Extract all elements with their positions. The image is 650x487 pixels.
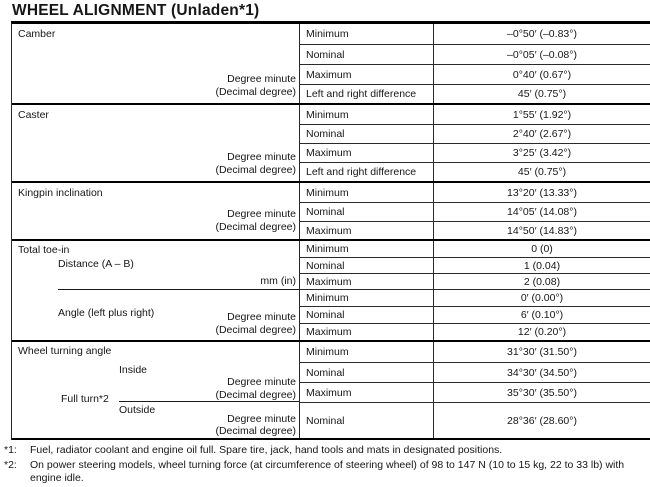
footnotes: [4, 444, 647, 487]
table-row: [299, 402, 650, 438]
value-cell: 12′ (0.20°): [433, 324, 650, 340]
attr-cell: Maximum: [299, 65, 433, 84]
toe-in-distance-label: Distance (A – B): [58, 258, 134, 270]
value-cell: 0 (0): [433, 241, 650, 257]
attr-cell: Nominal: [299, 258, 433, 273]
outside-label: Outside: [119, 404, 156, 416]
full-turn-label: Full turn*2: [61, 393, 109, 405]
camber-rows: [299, 24, 650, 103]
value-cell: 6′ (0.10°): [433, 307, 650, 323]
attr-cell: Nominal: [299, 403, 433, 438]
unit-line-1: Degree minute: [227, 73, 296, 85]
attr-cell: Nominal: [299, 125, 433, 143]
camber-unit-label: [215, 73, 296, 98]
toe-in-rows: [299, 241, 650, 340]
unit-line-2: (Decimal degree): [215, 388, 296, 401]
value-cell: 0°40′ (0.67°): [433, 65, 650, 84]
value-cell: 14°05′ (14.08°): [433, 203, 650, 221]
unit-line-1: Degree minute: [227, 311, 296, 323]
attr-cell: Minimum: [299, 183, 433, 202]
value-cell: 31°30′ (31.50°): [433, 342, 650, 362]
unit-line-1: mm (in): [260, 275, 296, 287]
table-row: [299, 306, 650, 323]
value-cell: 2°40′ (2.67°): [433, 125, 650, 143]
unit-line-2: (Decimal degree): [215, 323, 296, 336]
toe-in-label: Total toe-in: [18, 244, 70, 256]
value-cell: 45′ (0.75°): [433, 163, 650, 181]
table-row: [299, 84, 650, 103]
table-row: [299, 202, 650, 221]
table-row: [299, 289, 650, 306]
table-row: [299, 362, 650, 382]
wheel-turning-label-column: [12, 342, 299, 438]
section-kingpin-inclination: [12, 181, 650, 239]
value-cell: 28°36′ (28.60°): [433, 403, 650, 438]
table-row: [299, 382, 650, 402]
unit-line-1: Degree minute: [227, 151, 296, 163]
table-row: [299, 64, 650, 84]
wheel-turning-label: Wheel turning angle: [18, 345, 112, 357]
footnote-1: [4, 444, 647, 457]
value-cell: 2 (0.08): [433, 274, 650, 289]
footnote-2: [4, 459, 647, 485]
attr-cell: Maximum: [299, 383, 433, 402]
unit-line-1: Degree minute: [227, 376, 296, 388]
unit-line-1: Degree minute: [227, 208, 296, 220]
table-row: [299, 105, 650, 124]
kingpin-label: Kingpin inclination: [18, 187, 103, 199]
table-row: [299, 143, 650, 162]
table-row: [299, 162, 650, 181]
attr-cell: Nominal: [299, 45, 433, 64]
unit-line-2: (Decimal degree): [215, 163, 296, 176]
value-cell: 14°50′ (14.83°): [433, 222, 650, 239]
caster-rows: [299, 105, 650, 181]
attr-cell: Maximum: [299, 274, 433, 289]
unit-line-1: Degree minute: [227, 413, 296, 425]
attr-cell: Minimum: [299, 105, 433, 124]
turning-subsection-divider: [119, 401, 299, 402]
footnote-text: On power steering models, wheel turning force (at circumference of steering wheel) of 98 to 147 N (10 to 15 kg, 22 to 33 lb) with engine idle.: [30, 459, 625, 484]
value-cell: 1°55′ (1.92°): [433, 105, 650, 124]
attr-cell: Nominal: [299, 203, 433, 221]
value-cell: –0°50′ (–0.83°): [433, 24, 650, 44]
inside-unit-label: [215, 376, 296, 401]
value-cell: 0′ (0.00°): [433, 290, 650, 306]
caster-label: Caster: [18, 109, 49, 121]
value-cell: 34°30′ (34.50°): [433, 363, 650, 382]
value-cell: 1 (0.04): [433, 258, 650, 273]
toe-in-distance-unit-label: [260, 275, 296, 288]
camber-label: Camber: [18, 28, 56, 40]
section-wheel-turning-angle: [12, 340, 650, 438]
caster-unit-label: [215, 151, 296, 176]
attr-cell: Maximum: [299, 324, 433, 340]
page-title: WHEEL ALIGNMENT (Unladen*1): [12, 2, 260, 19]
table-row: [299, 241, 650, 257]
attr-cell: Minimum: [299, 290, 433, 306]
attr-cell: Minimum: [299, 342, 433, 362]
kingpin-rows: [299, 183, 650, 239]
caster-label-column: [12, 105, 299, 181]
attr-cell: Left and right difference: [299, 85, 433, 103]
toe-in-label-column: [12, 241, 299, 340]
section-total-toe-in: [12, 239, 650, 340]
table-row: [299, 323, 650, 340]
attr-cell: Minimum: [299, 24, 433, 44]
attr-cell: Minimum: [299, 241, 433, 257]
footnote-text: Fuel, radiator coolant and engine oil full. Spare tire, jack, hand tools and mats in designated positions.: [30, 444, 503, 456]
attr-cell: Maximum: [299, 144, 433, 162]
table-row: [299, 221, 650, 239]
footnote-marker: *1:: [4, 444, 17, 456]
attr-cell: Nominal: [299, 307, 433, 323]
value-cell: 13°20′ (13.33°): [433, 183, 650, 202]
wheel-alignment-spec-table: [11, 21, 650, 440]
kingpin-unit-label: [215, 208, 296, 233]
attr-cell: Maximum: [299, 222, 433, 239]
table-row: [299, 342, 650, 362]
section-caster: [12, 103, 650, 181]
toe-in-angle-label: Angle (left plus right): [58, 307, 155, 319]
inside-label: Inside: [119, 364, 148, 376]
table-row: [299, 24, 650, 44]
unit-line-2: (Decimal degree): [215, 425, 296, 437]
outside-unit-label: [215, 413, 296, 437]
value-cell: –0°05′ (–0.08°): [433, 45, 650, 64]
attr-cell: Nominal: [299, 363, 433, 382]
unit-line-2: (Decimal degree): [215, 220, 296, 233]
toe-in-angle-unit-label: [215, 311, 296, 336]
table-row: [299, 44, 650, 64]
kingpin-label-column: [12, 183, 299, 239]
value-cell: 45′ (0.75°): [433, 85, 650, 103]
section-camber: [12, 24, 650, 103]
value-cell: 35°30′ (35.50°): [433, 383, 650, 402]
table-row: [299, 124, 650, 143]
attr-cell: Left and right difference: [299, 163, 433, 181]
table-row: [299, 273, 650, 289]
value-cell: 3°25′ (3.42°): [433, 144, 650, 162]
camber-label-column: [12, 24, 299, 103]
toe-in-subsection-divider: [58, 289, 299, 290]
footnote-marker: *2:: [4, 459, 17, 471]
unit-line-2: (Decimal degree): [215, 85, 296, 98]
wheel-turning-rows: [299, 342, 650, 438]
table-row: [299, 257, 650, 273]
table-row: [299, 183, 650, 202]
